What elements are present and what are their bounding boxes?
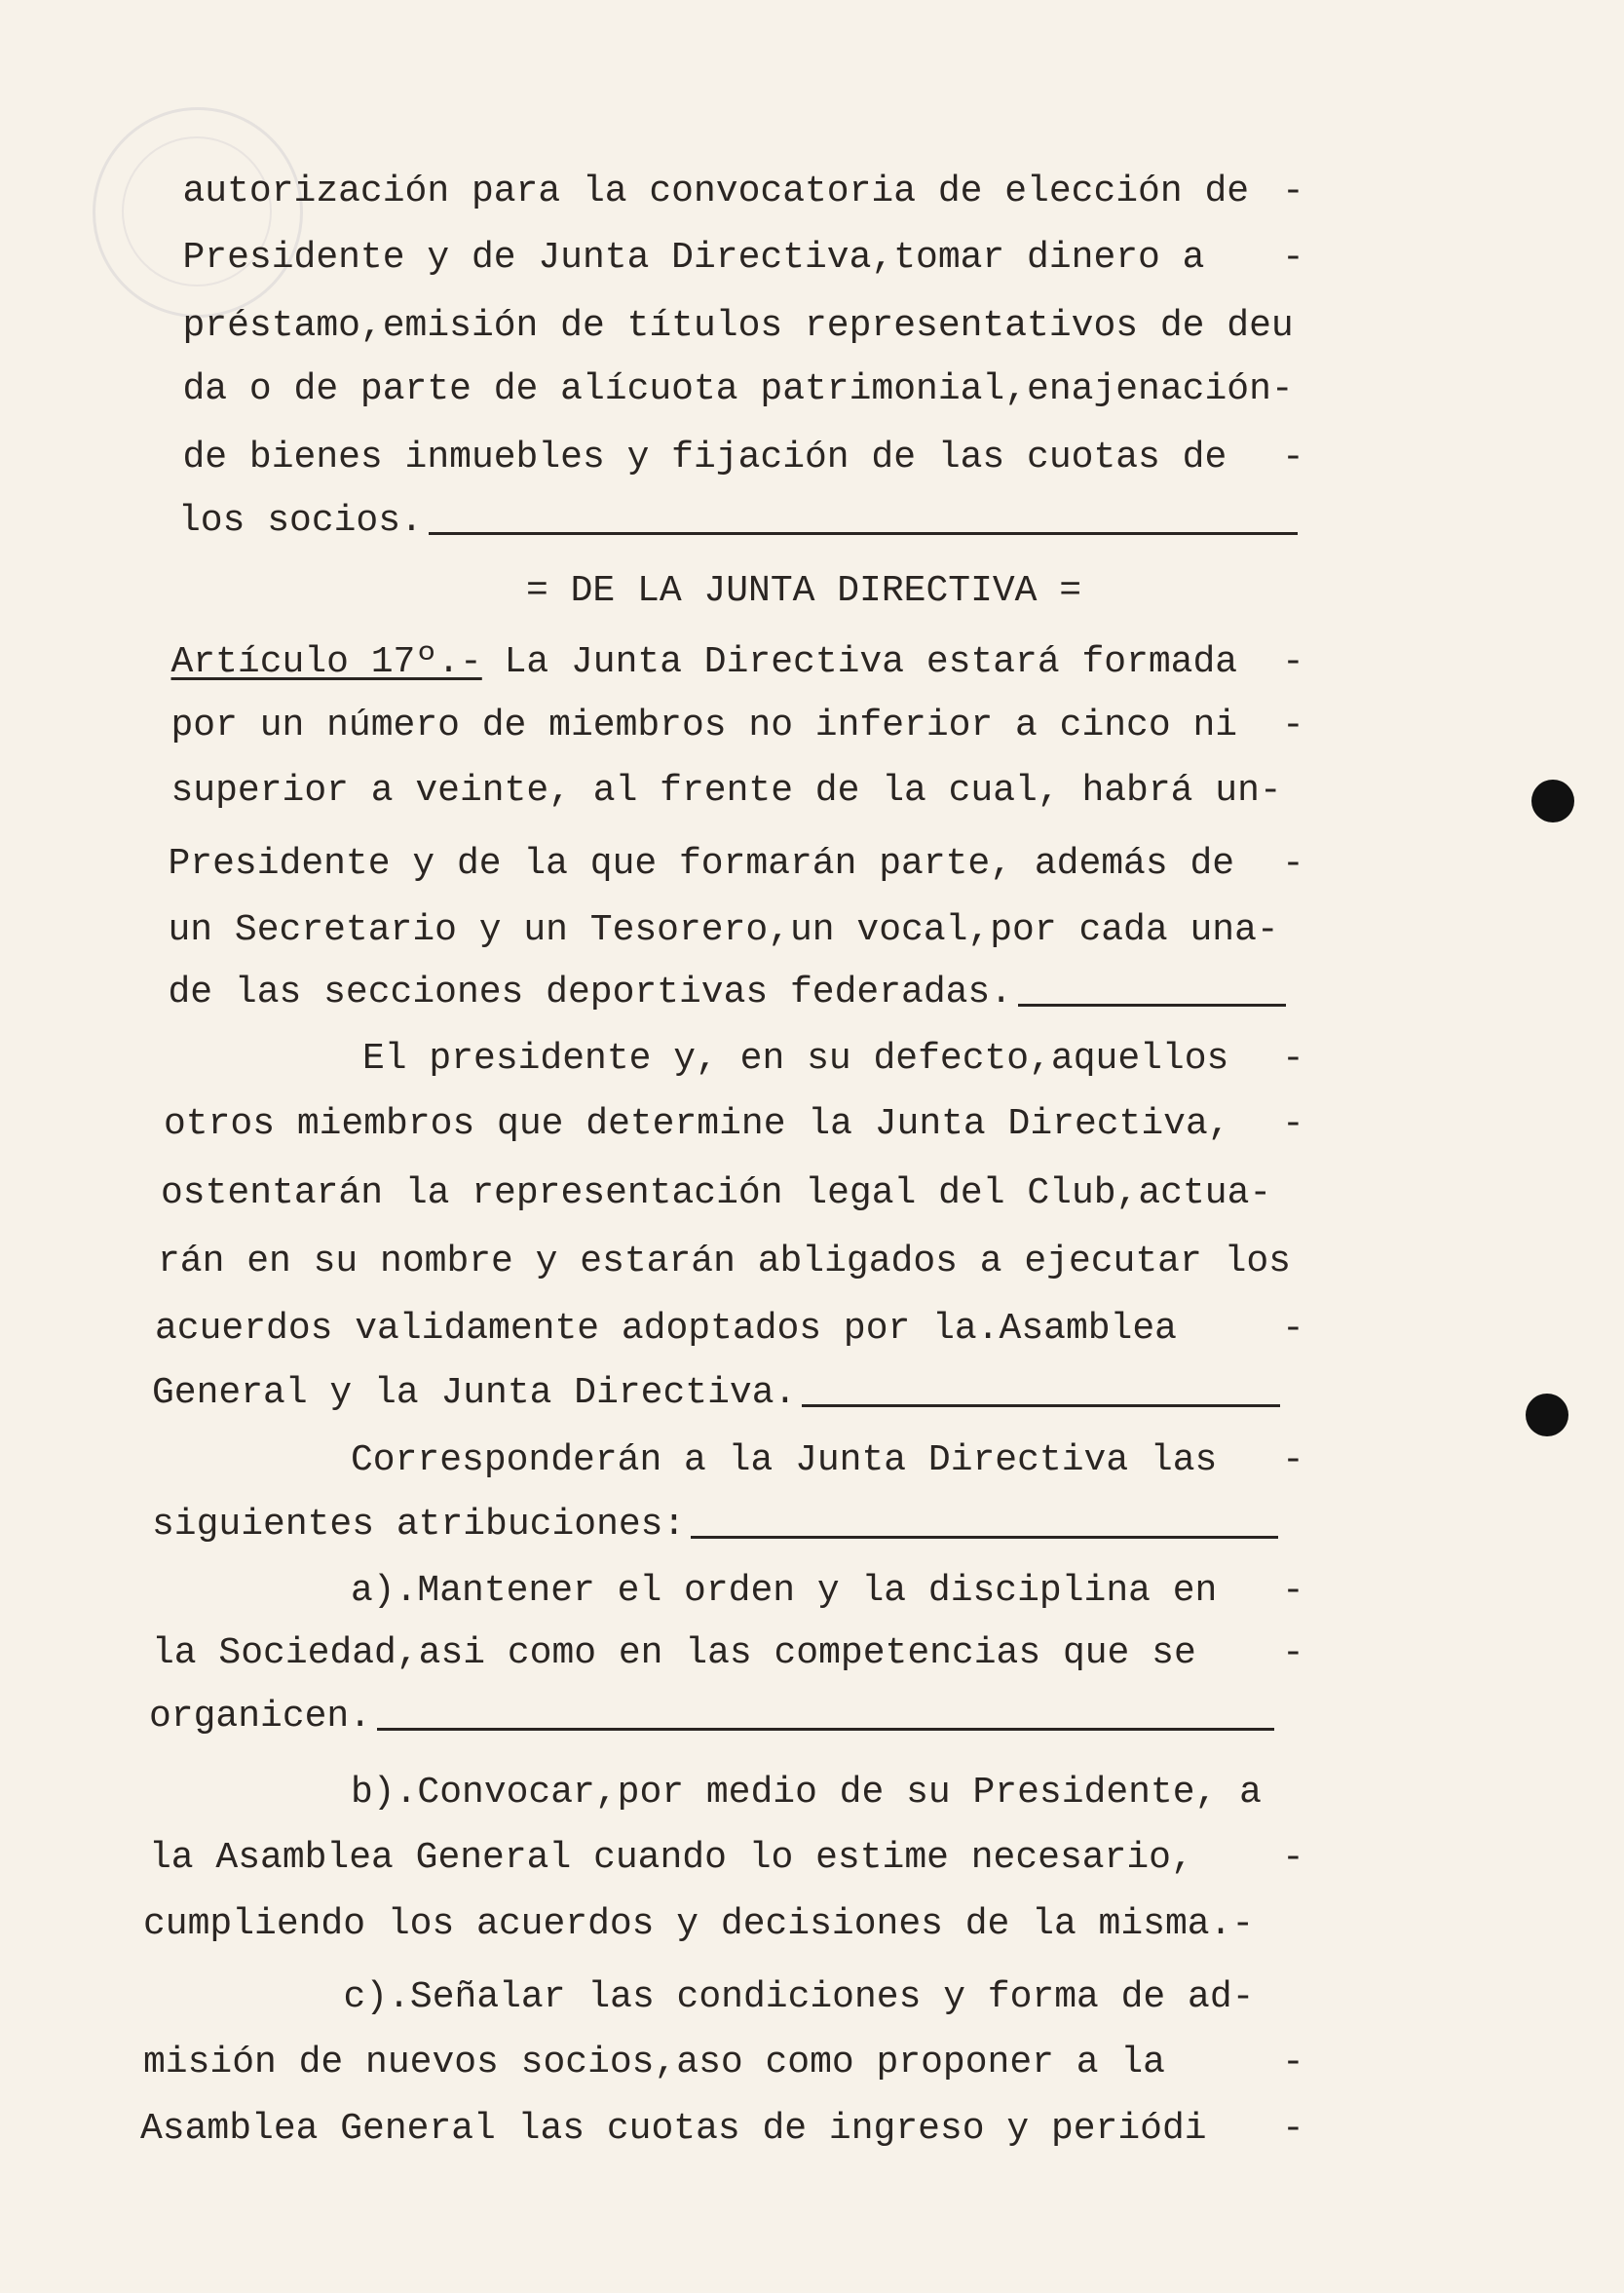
line-text: da o de parte de alícuota patrimonial,enajenación- — [182, 367, 1294, 410]
fill-rule-line — [429, 532, 1298, 535]
text-line — [158, 1243, 1291, 1280]
text-line — [170, 770, 1282, 812]
text-line — [351, 1569, 1218, 1612]
text-line — [168, 972, 1013, 1013]
line-text: La Junta Directiva estará formada — [481, 641, 1238, 683]
line-end-hyphen: - — [1282, 1632, 1304, 1674]
line-end-hyphen: - — [1282, 1439, 1304, 1481]
text-line — [362, 1037, 1229, 1080]
text-line — [152, 1372, 797, 1414]
line-end-hyphen: - — [1282, 2107, 1304, 2150]
line-end-hyphen: - — [1282, 171, 1304, 212]
text-line — [164, 1103, 1230, 1145]
text-line — [351, 1771, 1262, 1814]
line-end-hyphen: - — [1282, 236, 1304, 279]
line-text: rán en su nombre y estarán abligados a ejecutar los — [158, 1241, 1291, 1282]
line-text: b).Convocar,por medio de su Presidente, a — [351, 1771, 1262, 1814]
section-heading — [526, 569, 1082, 612]
line-text: c).Señalar las condiciones y forma de ad- — [343, 1975, 1255, 2018]
line-end-hyphen: - — [1282, 1037, 1304, 1080]
line-text: la Sociedad,asi como en las competencias que se — [152, 1632, 1196, 1674]
text-line — [143, 1902, 1255, 1945]
text-line — [152, 1504, 686, 1546]
line-text: un Secretario y un Tesorero,un vocal,por cada una- — [168, 908, 1279, 951]
line-end-hyphen: - — [1282, 437, 1304, 478]
article-number: Artículo 17º.- — [170, 641, 482, 683]
line-text: = DE LA JUNTA DIRECTIVA = — [526, 569, 1082, 612]
line-text: otros miembros que determine la Junta Directiva, — [164, 1103, 1230, 1145]
line-text: los socios. — [178, 499, 423, 542]
text-line — [161, 1171, 1272, 1214]
line-text: General y la Junta Directiva. — [152, 1372, 797, 1414]
text-line — [155, 1308, 1177, 1350]
text-line — [140, 2107, 1207, 2150]
line-text: ostentarán la representación legal del Club,actua- — [161, 1171, 1272, 1214]
text-line — [168, 908, 1279, 951]
line-text: cumpliendo los acuerdos y decisiones de la misma.- — [143, 1902, 1255, 1945]
line-text: de las secciones deportivas federadas. — [168, 972, 1013, 1013]
fill-rule-line — [377, 1728, 1274, 1731]
line-text: la Asamblea General cuando lo estime necesario, — [149, 1837, 1193, 1879]
text-line — [351, 1439, 1218, 1481]
punch-hole — [1531, 780, 1574, 822]
line-end-hyphen: - — [1282, 704, 1304, 746]
line-text: El presidente y, en su defecto,aquellos — [362, 1037, 1229, 1080]
line-end-hyphen: - — [1282, 1103, 1304, 1145]
line-text: Asamblea General las cuotas de ingreso y periódi — [140, 2107, 1207, 2150]
line-text: a).Mantener el orden y la disciplina en — [351, 1569, 1218, 1612]
line-end-hyphen: - — [1282, 843, 1304, 885]
line-text: Corresponderán a la Junta Directiva las — [351, 1439, 1218, 1481]
fill-rule-line — [691, 1536, 1278, 1539]
text-line — [152, 1632, 1196, 1674]
line-end-hyphen: - — [1282, 641, 1304, 683]
line-text: misión de nuevos socios,aso como proponer a la — [143, 2042, 1165, 2083]
text-line — [183, 439, 1227, 477]
line-text: de bienes inmuebles y fijación de las cuotas de — [182, 437, 1227, 478]
line-end-hyphen: - — [1282, 1308, 1304, 1350]
text-line — [149, 1695, 372, 1738]
text-line — [182, 367, 1294, 410]
line-text: organicen. — [149, 1695, 372, 1738]
text-line — [178, 499, 423, 542]
text-line — [182, 305, 1294, 347]
line-end-hyphen: - — [1282, 2042, 1304, 2083]
line-text: superior a veinte, al frente de la cual, habrá un- — [170, 770, 1282, 812]
text-line — [183, 173, 1250, 210]
line-end-hyphen: - — [1282, 1569, 1304, 1612]
text-line — [343, 1975, 1255, 2018]
line-end-hyphen: - — [1282, 1837, 1304, 1879]
text-line — [170, 704, 1238, 746]
text-line — [168, 843, 1235, 885]
line-text: acuerdos validamente adoptados por la.Asamblea — [155, 1308, 1177, 1350]
text-line — [149, 1837, 1193, 1879]
text-line — [182, 236, 1205, 279]
text-line — [170, 641, 1238, 683]
line-text: Presidente y de Junta Directiva,tomar dinero a — [182, 236, 1205, 279]
text-line — [143, 2042, 1165, 2083]
punch-hole — [1526, 1394, 1568, 1436]
line-text: préstamo,emisión de títulos representativos de deu — [182, 305, 1294, 347]
line-text: siguientes atribuciones: — [152, 1504, 686, 1546]
fill-rule-line — [802, 1404, 1280, 1407]
line-text: autorización para la convocatoria de elección de — [182, 171, 1250, 212]
fill-rule-line — [1018, 1004, 1286, 1007]
line-text: por un número de miembros no inferior a cinco ni — [170, 704, 1238, 746]
line-text: Presidente y de la que formarán parte, además de — [168, 843, 1235, 885]
